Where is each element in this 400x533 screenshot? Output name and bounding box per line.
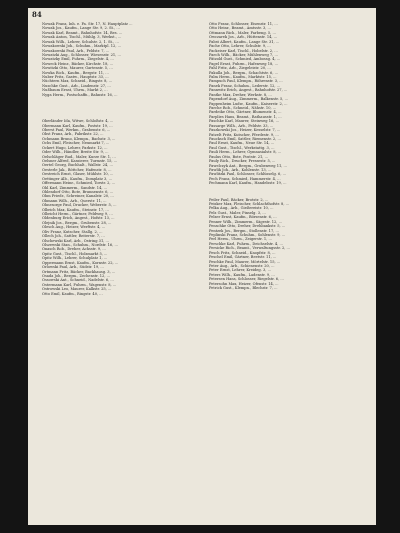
directory-entry: Owczarek Jos., Arb., Hüttenstr. 14, ... bbox=[209, 35, 278, 40]
directory-entry: Paulus Otto, Bote, Poststr. 21, ... bbox=[209, 154, 269, 159]
directory-entry: Obst Franz, Arb., Fabrikstr. 22, ... bbox=[42, 132, 104, 137]
directory-entry: Oberst Paul, Werkm., Grabenstr. 6, ... bbox=[42, 128, 111, 133]
directory-entry: Petersohn Max, Heizer, Ofenstr. 14, ... bbox=[209, 281, 279, 286]
directory-entry: Pelka Aug., Arb., Gießereistr. 10, ... bbox=[209, 206, 274, 211]
directory-entry: Nowak Anton, Tischl., Mühlg. 3, Werkst., ... bbox=[42, 35, 122, 40]
directory-entry: Olbricht Herm., Gärtner, Feldweg 9, ... bbox=[42, 212, 113, 217]
directory-entry: Offermann Heinr., Schmied, Torstr. 2, ... bbox=[42, 181, 116, 186]
directory-entry: Pappenheim Ludw., Kaufm., Kaiserstr. 2, ... bbox=[209, 101, 288, 106]
directory-entry: Nowak Franz, Inh. e. Fa. Str. 17, N. Hauptplatz ... bbox=[42, 22, 133, 26]
directory-entry: Persicke Rich., Beamt., Verwaltungsstr. 2, ... bbox=[209, 246, 290, 251]
directory-entry: Pelzer Ernst, Kaufm., Börsenstr. 6, ... bbox=[209, 215, 277, 220]
directory-entry: Ollech Joh., Sattler, Reiterstr. 7, ... bbox=[42, 234, 105, 239]
directory-entry: Peisker Max, Fleischer, Schlachthofstr. 8, ... bbox=[209, 202, 290, 207]
directory-entry: Paul Ernst, Kaufm., Neue Str. 14, ... bbox=[209, 141, 275, 146]
directory-entry: Orlowski Paul, Arb., Südstr. 19, ... bbox=[42, 265, 104, 270]
directory-entry: Nüchtern Max, Schneid., Ringstr. 8, ... bbox=[42, 79, 113, 84]
directory-entry: Nuber Fritz, Gastw., Hauptstr. 33, ... bbox=[42, 75, 109, 80]
directory-entry: Peters Wilh., Kaufm., Ladenstr. 9, ... bbox=[209, 272, 275, 277]
directory-entry: Ostrowski Leo, Maurer, Kalkstr. 25, ... bbox=[42, 287, 112, 292]
directory-entry: Pentzek Jos., Bergm., Stollenstr. 17, ... bbox=[209, 228, 279, 233]
right-entries-block-b bbox=[209, 198, 372, 291]
directory-entry: Ohm Friedr., Schreiner, Kanalstr. 20, ... bbox=[42, 194, 114, 199]
directory-entry: Pannwitz Erich, Angest., Bahnhofstr. 27, ... bbox=[209, 88, 288, 93]
directory-entry: Penschke Otto, Dreher, Drehbankstr. 5, ... bbox=[209, 224, 286, 229]
directory-entry: Pache Otto, Lehrer, Schulstr. 9, ... bbox=[209, 44, 271, 49]
directory-entry: Ottmann Rich., Maler, Farbeng. 5, ... bbox=[209, 30, 276, 35]
left-entries-block-a bbox=[42, 22, 205, 97]
directory-entry: Oesterle Jak., Böttcher, Hafenstr. 8, ... bbox=[42, 167, 112, 172]
directory-entry: Olszewski Stan., Schuhm., Nordstr. 16, ... bbox=[42, 242, 118, 247]
directory-entry: Opitz Gust., Tischl., Holzmarkt 5, ... bbox=[42, 251, 108, 256]
directory-entry: Pauli Herm., Lehrer, Gymnasialstr. 8, ... bbox=[209, 150, 282, 155]
directory-entry: Paschke Karl, Maurer, Steinweg 16, ... bbox=[209, 119, 280, 124]
directory-entry: Olejnik Jos., Bergm., Grubenstr. 28, ... bbox=[42, 220, 112, 225]
directory-entry: Nowatzki Aug., Schlosser, Wiesenstr. 21, ... bbox=[42, 52, 121, 57]
directory-entry: Pampuch Paul, Klempn., Röhrenstr. 3, ... bbox=[209, 79, 283, 84]
directory-entry: Ockert Hugo, Lehrer, Parkstr. 12, ... bbox=[42, 145, 108, 150]
directory-entry: Ochs Emil, Fleischer, Neumarkt 7, ... bbox=[42, 141, 110, 146]
directory-entry: Pakulla Joh., Bergm., Schachtstr. 6, ... bbox=[209, 70, 279, 75]
directory-entry: Pauly Rich., Drucker, Pressestr. 5, ... bbox=[209, 159, 276, 164]
directory-entry: Ohl Karl, Zimmerm., Sandstr. 14, ... bbox=[42, 185, 108, 190]
directory-entry: Petrick Gust., Klempn., Blechstr. 7, ... bbox=[209, 286, 278, 291]
directory-entry: Pawlitzki Paul, Schlosser, Schlüsselg. 6, ... bbox=[209, 172, 287, 177]
directory-entry: Nowakowski Paul, Arb., Feldstr. 7, ... bbox=[42, 48, 110, 53]
directory-entry: Obermann Karl, Kaufm., Poststr. 19, ... bbox=[42, 123, 113, 128]
directory-entry: Packeiser Karl, Tischl., Hobelstr. 2, ... bbox=[209, 48, 278, 53]
directory-entry: Peschel Emil, Gärtner, Beetstr. 11, ... bbox=[209, 255, 277, 260]
directory-entry: Ohnesorge Paul, Drucker, Weberstr. 5, ... bbox=[42, 203, 117, 208]
directory-entry: Ochmann Bruno, Klempn., Bachstr. 3, ... bbox=[42, 136, 116, 141]
directory-entry: Penner Wilh., Zimmerm., Sägestr. 12, ... bbox=[209, 219, 283, 224]
directory-entry: Peschke Paul, Maurer, Mörtelstr. 15, ... bbox=[209, 259, 281, 264]
directory-entry: Patzelt Fritz, Kutscher, Pferdestr. 9, ... bbox=[209, 132, 279, 137]
directory-entry: Pahl Fritz, Arb., Ziegeleistr. 20, ... bbox=[209, 66, 271, 71]
directory-entry: Passarge Wilh., Arb., Feldstr. 33, ... bbox=[209, 123, 274, 128]
directory-entry: Perschke Karl, Fuhrm., Deichselstr. 4, ... bbox=[209, 241, 283, 246]
directory-entry: Olbrich Max, Kaufm., Steinstr. 17, ... bbox=[42, 207, 109, 212]
directory-entry: Ortmann Fritz, Bäcker, Backhausg. 3, ... bbox=[42, 269, 116, 274]
section-gap bbox=[209, 186, 372, 198]
left-column bbox=[42, 22, 205, 296]
directory-entry: Peter Aug., Arb., Schienenstr. 20, ... bbox=[209, 263, 275, 268]
directory-entry: Pagel Ernst, Fuhrm., Hafenweg 18, ... bbox=[209, 61, 279, 66]
directory-entry: Pesch Fritz, Schneid., Knopfstr. 8, ... bbox=[209, 250, 276, 255]
directory-entry: Nowatzky Emil, Fuhrm., Ziegelstr. 4, ... bbox=[42, 57, 114, 62]
directory-entry: Opitz Wilh., Lehrer, Schulplatz 1, ... bbox=[42, 256, 108, 261]
directory-entry: Pabst Albert, Kaufm., Lange Str. 31, ... bbox=[209, 39, 280, 44]
directory-entry: Otto Franz, Schlosser, Eisenstr. 11, ... bbox=[209, 22, 278, 26]
directory-entry: Olesch Aug., Heizer, Werftstr. 4, ... bbox=[42, 225, 106, 230]
directory-entry: Nuschke Gust., Arb., Lindenstr. 27, ... bbox=[42, 83, 111, 88]
right-column bbox=[209, 22, 372, 290]
directory-entry: Paul Gust., Tischl., Werkstattg. 3, ... bbox=[209, 145, 275, 150]
directory-entry: Peiler Paul, Bäcker, Brotstr. 2, ... bbox=[209, 197, 269, 202]
directory-entry: Oldenburg Erich, Angest., Hofstr. 13, ... bbox=[42, 216, 115, 221]
directory-entry: Nowak Karl, Beamt., Bahnhofstr. 14, Bes. ... bbox=[42, 30, 123, 35]
page-number: 84 bbox=[32, 10, 42, 19]
directory-entry: Ohlendorf Otto, Bote, Brunnenstr. 6, ... bbox=[42, 189, 114, 194]
directory-entry: Oettinger Alb., Kaufm., Domplatz 3, ... bbox=[42, 176, 113, 181]
directory-entry: Otto Emil, Kaufm., Ringstr. 40, ... bbox=[42, 291, 103, 296]
directory-entry: Nowka Rich., Kaufm., Bergstr. 11, ... bbox=[42, 70, 109, 75]
directory-entry: Parplies Hans, Beamt., Rathausstr. 1, ... bbox=[209, 114, 282, 119]
directory-entry: Pätzold Gust., Schmied, Ambossg. 4, ... bbox=[209, 57, 281, 62]
directory-entry: Nußbaum Ernst, Uhrm., Markt 2, ... bbox=[42, 88, 108, 93]
directory-entry: Palm Herm., Kaufm., Marktstr. 15, ... bbox=[209, 75, 277, 80]
section-gap bbox=[42, 97, 205, 119]
directory-entry: Olschewski Karl, Arb., Ostring 31, ... bbox=[42, 238, 109, 243]
directory-entry: Perl Herm., Uhrm., Zeigerstr. 1, ... bbox=[209, 237, 272, 242]
directory-entry: Oertel Georg, Buchhalt., Wallstr. 24, ... bbox=[42, 163, 113, 168]
directory-entry: Pech Franz, Schmied, Hammerstr. 4, ... bbox=[209, 176, 281, 181]
directory-entry: Oelschläger Rud., Maler, Kurze Str. 1, ... bbox=[42, 154, 116, 159]
directory-entry: Pelz Gust., Maler, Pinselg. 3, ... bbox=[209, 210, 266, 215]
directory-entry: Oppermann Ernst, Kaufm., Kornstr. 22, ... bbox=[42, 260, 119, 265]
directory-entry: Peter Ernst, Lehrer, Kreideg. 3, ... bbox=[209, 268, 272, 273]
directory-entry: Otto Heinr., Beamt., Amtsstr. 3, ... bbox=[209, 26, 271, 31]
directory-entry: Petersen Hans, Schlosser, Riegelstr. 6, ... bbox=[209, 277, 284, 282]
right-entries-block-a bbox=[209, 22, 372, 186]
directory-entry: Nowak Jos., Kaufm., Lange Str. 9, 2. St., ... bbox=[42, 26, 120, 31]
directory-entry: Pawelczyk Ant., Bergm., Grubenweg 11, ... bbox=[209, 163, 287, 168]
directory-entry: Paech Wilh., Bäcker, Mühlenweg 7, ... bbox=[209, 52, 278, 57]
directory-entry: Nyga Herm., Postschaffn., Bahnstr. 16, ... bbox=[42, 92, 118, 97]
directory-entry: Ostermann Karl, Fuhrm., Wagenstr. 8, ... bbox=[42, 282, 117, 287]
directory-entry: Onasch Rob., Dreher, Achsstr. 9, ... bbox=[42, 247, 106, 252]
directory-page bbox=[28, 8, 376, 525]
directory-entry: Paucksch Emil, Sattler, Riemenstr. 2, ... bbox=[209, 136, 281, 141]
directory-entry: Osada Joh., Bergm., Zechenstr. 12, ... bbox=[42, 273, 111, 278]
left-entries-block-b bbox=[42, 119, 205, 296]
directory-entry: Pantke Max, Dreher, Werkstr. 8, ... bbox=[209, 92, 272, 97]
directory-entry: Pawlik Joh., Arb., Kohlenstr. 13, ... bbox=[209, 167, 272, 172]
directory-entry: Nowak Wilh., Lehrer, Schulstr. 2, 1. St., ... bbox=[42, 39, 119, 44]
directory-entry: Parche Rob., Schneid., Nähstr. 10, ... bbox=[209, 106, 277, 111]
directory-entry: Pardeike Otto, Gärtner, Blumenstr. 4, ... bbox=[209, 110, 282, 115]
directory-entry: Nowakowski Joh., Schuhm., Marktpl. 12, ... bbox=[42, 44, 122, 49]
directory-entry: Ossowski Ant., Schneid., Nadelstr. 6, ... bbox=[42, 278, 114, 283]
directory-entry: Oliv Franz, Kutscher, Stallg. 2, ... bbox=[42, 229, 103, 234]
directory-entry: Papendorf Aug., Zimmerm., Balkenstr. 5, ... bbox=[209, 97, 289, 102]
directory-entry: Pechmann Karl, Kaufm., Handelsstr. 19, ... bbox=[209, 181, 287, 186]
directory-entry: Peplinski Franz, Schuhm., Sohlenstr. 9, ... bbox=[209, 232, 286, 237]
directory-entry: Nowitzki Otto, Maurer, Gartenstr. 5, ... bbox=[42, 66, 113, 71]
directory-entry: Oestreich Ernst, Glaser, Mühlstr. 10, ... bbox=[42, 172, 114, 177]
directory-entry: Panek Franz, Schuhm., Lederstr. 12, ... bbox=[209, 83, 281, 88]
directory-entry: Paszkowski Jos., Heizer, Kesselstr. 7, ... bbox=[209, 128, 281, 133]
directory-entry: Oelsner Alfred, Kassierer, Turmstr. 15, ... bbox=[42, 158, 118, 163]
directory-entry: Noweck Heinr., Bäcker, Kirchstr. 18, ... bbox=[42, 61, 114, 66]
directory-entry: Oberländer Ida, Witwe, Schloßstr. 4, ... bbox=[42, 119, 114, 124]
directory-entry: Ohmann Wilh., Arb., Querstr. 11, ... bbox=[42, 198, 107, 203]
directory-entry: Oder Wilh., Händler, Breite Str. 9, ... bbox=[42, 150, 109, 155]
